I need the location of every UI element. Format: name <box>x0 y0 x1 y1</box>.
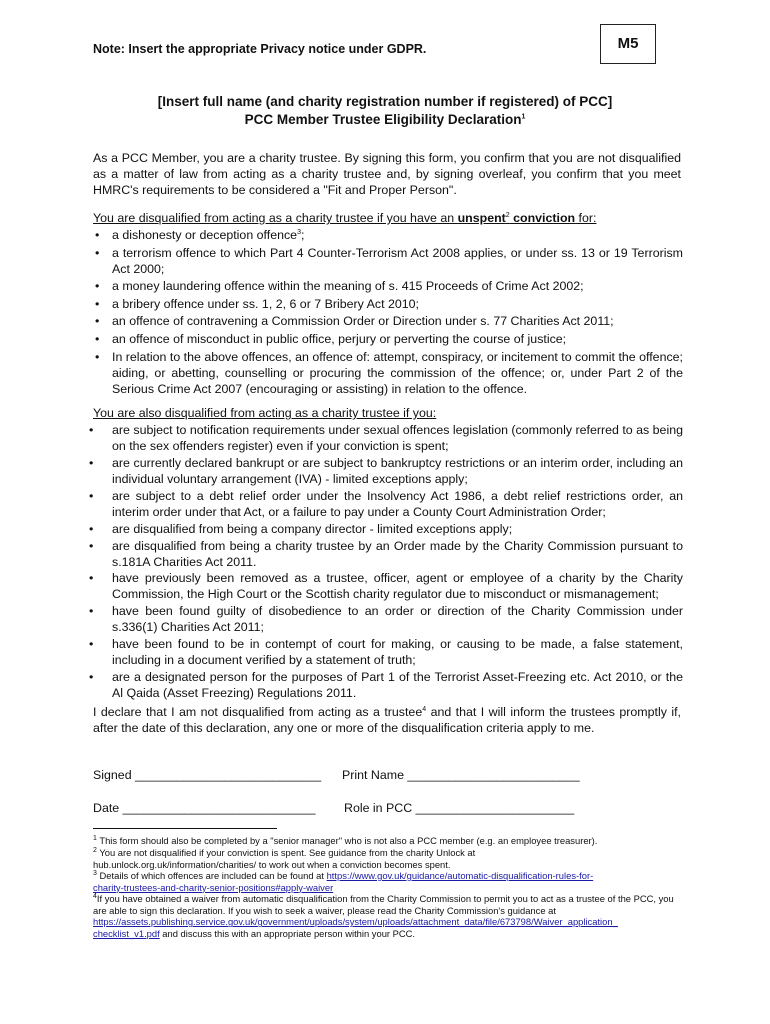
list-item: • are subject to a debt relief order under the Insolvency Act 1986, a debt relief restrictions order, an interim order under that Act, or a failure to pay under a County Court Administration Order; <box>87 488 683 520</box>
declaration-fn: 4 <box>422 705 427 713</box>
list-item: • an offence of contravening a Commission Order or Direction under s. 77 Charities Act 2011; <box>93 313 683 329</box>
section1-heading-text: You are disqualified from acting as a charity trustee if you have an <box>93 211 458 225</box>
footnote-link[interactable]: https://assets.publishing.service.gov.uk/government/uploads/system/uploads/attachment_data/file/673798/Waiver_application_ <box>93 916 618 928</box>
list-item-fn: 3 <box>297 228 301 236</box>
intro-paragraph: As a PCC Member, you are a charity trustee. By signing this form, you confirm that you are not disqualified as a matter of law from acting as a charity trustee and, by signing overleaf, you confirm that you meet HMRC's requirements to be considered a "Fit and Proper Person". <box>93 151 681 197</box>
form-code-box <box>600 24 656 64</box>
list-item: • are subject to notification requirements under sexual offences legislation (commonly referred to as being on the sex offenders register) even if your conviction is spent; <box>87 422 683 454</box>
list-item: • an offence of misconduct in public office, perjury or perverting the course of justice; <box>93 331 683 347</box>
footnote-link[interactable]: https://www.gov.uk/guidance/automatic-disqualification-rules-for- <box>326 870 594 881</box>
list-item: • In relation to the above offences, an offence of: attempt, conspiracy, or incitement to commit the offence; aiding, or abetting, counselling or procuring the commission of the offence; or, under Part 2 of the Serious Crime Act 2007 (encouraging or assisting) in relation to the offence. <box>93 349 683 397</box>
list-item <box>93 227 683 243</box>
title-text: PCC Member Trustee Eligibility Declaration <box>244 112 522 127</box>
footnote-text: If you have obtained a waiver from automatic disqualification from the Charity Commission to permit you to act as a trustee of the PCC, you are able to sign this declaration. If you wish to seek a waiver, please read the Charity Commission's guidance at <box>93 893 674 916</box>
footnote-num: 3 <box>93 869 97 877</box>
footnote-text: This form should also be completed by a "senior manager" who is not also a PCC member (e.g. an employee treasurer). <box>99 835 598 846</box>
footnote-link[interactable]: charity-trustees-and-charity-senior-positions#apply-waiver <box>93 881 334 893</box>
date-field[interactable]: Date ____________________________ <box>93 801 316 815</box>
list-item: • have previously been removed as a trustee, officer, agent or employee of a charity by the Charity Commission, the High Court or the Scottish charity regulator due to misconduct or mismanagement; <box>87 570 683 602</box>
list-item-text: a dishonesty or deception offence <box>112 228 298 242</box>
list-item: • are disqualified from being a company director - limited exceptions apply; <box>87 521 683 537</box>
signed-field[interactable]: Signed ___________________________ <box>93 768 322 782</box>
section1-heading-post: for: <box>575 211 597 225</box>
disqualifying-convictions-list <box>93 227 683 398</box>
section1-heading-fn: 2 <box>505 211 510 219</box>
footnote-divider <box>93 828 277 829</box>
declaration-paragraph <box>93 704 681 736</box>
list-item-after: ; <box>300 228 305 242</box>
footnote-num: 1 <box>93 834 97 842</box>
list-item: • have been found guilty of disobedience to an order or direction of the Charity Commission under s.336(1) Charities Act 2011; <box>87 603 683 635</box>
section1-heading-bold: unspent <box>457 211 506 225</box>
list-item: • a money laundering offence within the meaning of s. 415 Proceeds of Crime Act 2002; <box>93 278 683 294</box>
footnote-2 <box>93 847 683 870</box>
footnote-3 <box>93 870 683 893</box>
privacy-note: Note: Insert the appropriate Privacy notice under GDPR. <box>93 42 427 56</box>
list-item: • a terrorism offence to which Part 4 Counter-Terrorism Act 2008 applies, or under ss. 13 or 19 Terrorism Act 2000; <box>93 245 683 277</box>
declaration-text-post: and that I will inform the trustees promptly if, after the date of this declaration, any one or more of the disqualification criteria apply to me. <box>93 705 681 735</box>
role-in-pcc-field[interactable]: Role in PCC _______________________ <box>344 801 575 815</box>
section1-heading-bold2: conviction <box>509 211 576 225</box>
footnote-num: 4 <box>93 892 97 900</box>
section1-heading <box>93 211 596 225</box>
other-disqualifications-list <box>87 422 683 702</box>
footnote-text: hub.unlock.org.uk/information/charities/ to work out when a conviction becomes spent. <box>93 858 451 870</box>
list-item: • have been found to be in contempt of court for making, or causing to be made, a false statement, including in a document verified by a statement of truth; <box>87 636 683 668</box>
page-title-declaration <box>0 112 770 127</box>
declaration-text: I declare that I am not disqualified from acting as a trustee <box>93 705 423 719</box>
footnote-text: You are not disqualified if your conviction is spent. See guidance from the charity Unlock at <box>99 847 476 858</box>
list-item: • are disqualified from being a charity trustee by an Order made by the Charity Commission pursuant to s.181A Charities Act 2011. <box>87 538 683 570</box>
form-code: M5 <box>617 35 639 52</box>
footnote-1 <box>93 835 683 847</box>
page-title-pcc: [Insert full name (and charity registration number if registered) of PCC] <box>157 94 613 109</box>
footnote-num: 2 <box>93 846 97 854</box>
footnote-link[interactable]: checklist_v1.pdf <box>93 927 160 939</box>
print-name-field[interactable]: Print Name _________________________ <box>342 768 580 782</box>
list-item: • a bribery offence under ss. 1, 2, 6 or 7 Bribery Act 2010; <box>93 296 683 312</box>
list-item: • are currently declared bankrupt or are subject to bankruptcy restrictions or an interim order, including an individual voluntary arrangement (IVA) - limited exceptions apply; <box>87 455 683 487</box>
footnote-text: and discuss this with an appropriate person within your PCC. <box>159 927 416 939</box>
list-item: • are a designated person for the purposes of Part 1 of the Terrorist Asset-Freezing etc. Act 2010, or the Al Qaida (Asset Freezing) Regulations 2011. <box>87 669 683 701</box>
footnote-4 <box>93 893 683 939</box>
section2-heading: You are also disqualified from acting as a charity trustee if you: <box>93 406 437 420</box>
footnote-text: Details of which offences are included can be found at <box>99 870 327 881</box>
title-footnote-ref: 1 <box>521 113 526 121</box>
